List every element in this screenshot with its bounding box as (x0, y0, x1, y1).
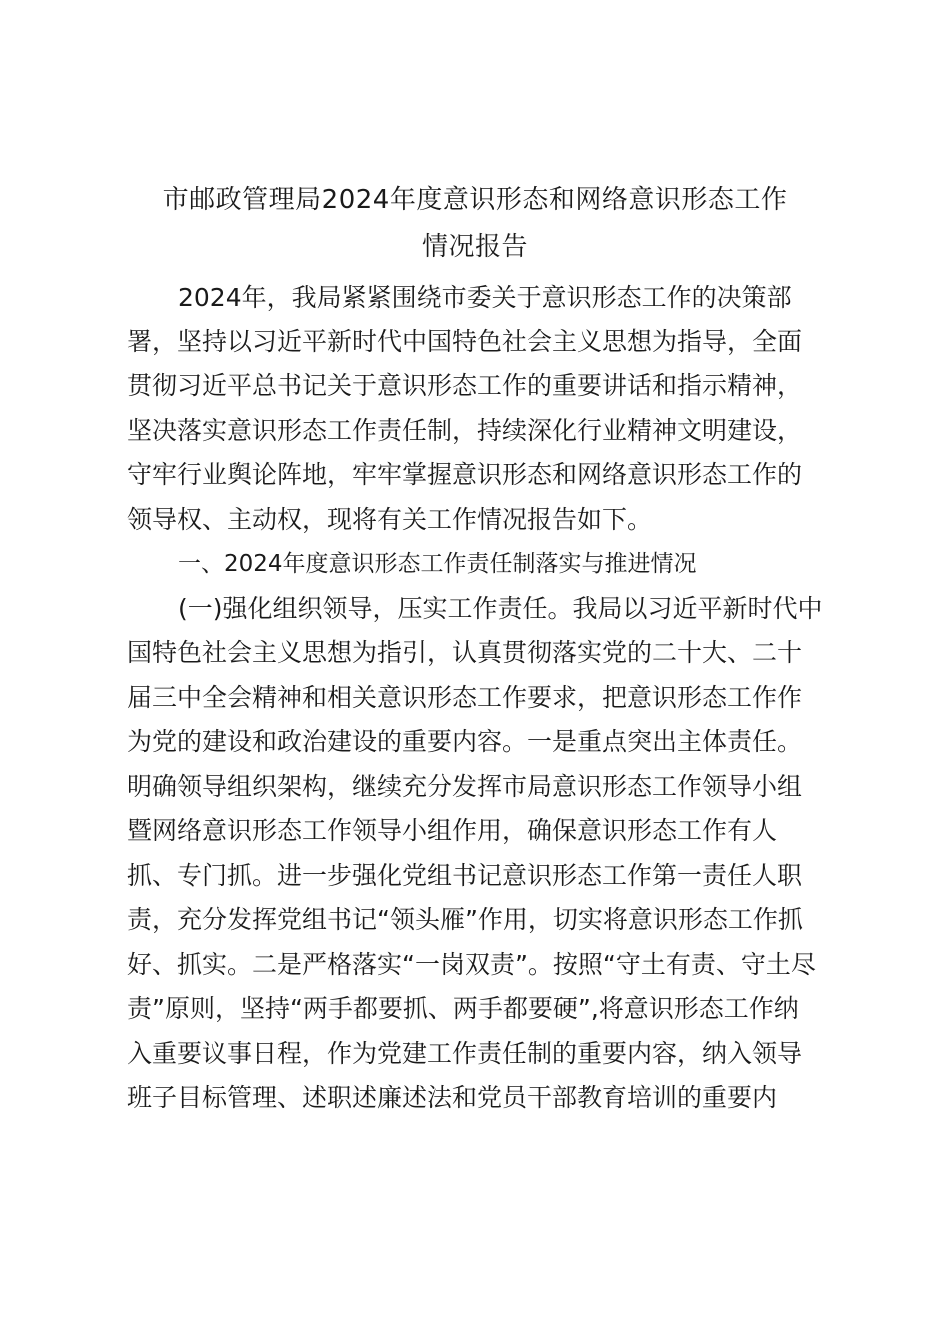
section-heading: 一、2024年度意识形态工作责任制落实与推进情况 (178, 551, 697, 577)
body-line: (一)强化组织领导，压实工作责任。我局以习近平新时代中 (178, 594, 823, 623)
body-line: 明确领导组织架构，继续充分发挥市局意识形态工作领导小组 (127, 772, 803, 801)
body-line: 抓、专门抓。进一步强化党组书记意识形态工作第一责任人职 (127, 861, 803, 890)
body-line: 入重要议事日程，作为党建工作责任制的重要内容，纳入领导 (127, 1039, 803, 1068)
body-line: 领导权、主动权，现将有关工作情况报告如下。 (127, 505, 653, 534)
body-line: 责”原则，坚持“两手都要抓、两手都要硬”,将意识形态工作纳 (127, 994, 799, 1023)
body-line: 责，充分发挥党组书记“领头雁”作用，切实将意识形态工作抓 (127, 905, 803, 934)
body-line: 暨网络意识形态工作领导小组作用，确保意识形态工作有人 (127, 816, 778, 845)
body-line: 届三中全会精神和相关意识形态工作要求，把意识形态工作作 (127, 683, 803, 712)
body-line: 国特色社会主义思想为指引，认真贯彻落实党的二十大、二十 (127, 638, 803, 667)
document-title-line-2: 情况报告 (421, 232, 528, 262)
body-line: 坚决落实意识形态工作责任制，持续深化行业精神文明建设， (127, 416, 803, 445)
body-line: 守牢行业舆论阵地，牢牢掌握意识形态和网络意识形态工作的 (127, 460, 803, 489)
body-line: 署，坚持以习近平新时代中国特色社会主义思想为指导，全面 (127, 327, 803, 356)
body-line: 好、抓实。二是严格落实“一岗双责”。按照“守土有责、守土尽 (127, 950, 816, 979)
body-line: 班子目标管理、述职述廉述法和党员干部教育培训的重要内 (127, 1083, 778, 1112)
body-line: 2024年，我局紧紧围绕市委关于意识形态工作的决策部 (178, 283, 792, 312)
document-title-line-1: 市邮政管理局2024年度意识形态和网络意识形态工作 (162, 185, 788, 215)
body-line: 为党的建设和政治建设的重要内容。一是重点突出主体责任。 (127, 727, 803, 756)
body-line: 贯彻习近平总书记关于意识形态工作的重要讲话和指示精神， (127, 371, 803, 400)
